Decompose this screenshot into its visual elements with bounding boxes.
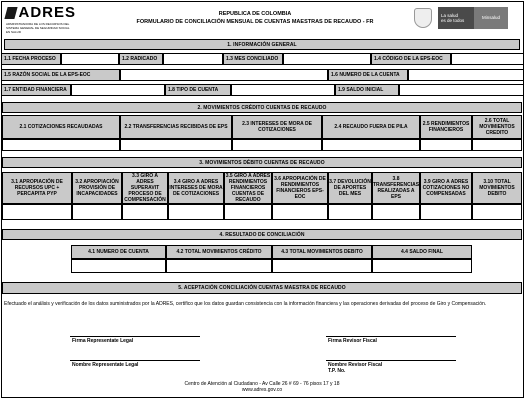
debit-col-3: 3.3 GIRO A ADRES SUPERAVIT PROCESO DE COMPENSACIÓN [122, 172, 168, 204]
salud-logo-box [438, 7, 474, 29]
section3-title: 3. MOVIMIENTOS DÉBITO CUENTAS DE RECAUDO [2, 157, 522, 168]
numero-cuenta-field[interactable] [408, 69, 524, 81]
credit-value-1[interactable] [2, 139, 120, 151]
credit-value-4[interactable] [322, 139, 420, 151]
debit-col-6: 3.6 APROPIACIÓN DE RENDIMIENTOS FINANCIEROS EPS-EOC [272, 172, 328, 204]
credit-col-4: 2.4 RECAUDO FUERA DE PILA [322, 115, 420, 139]
saldo-field[interactable] [399, 84, 524, 96]
result-value-3[interactable] [272, 259, 372, 273]
signature-line-legal [70, 336, 200, 337]
debit-col-5: 3.5 GIRO A ADRES RENDIMIENTOS FINANCIEROS CUENTAS DE RECAUDO [225, 173, 271, 203]
country-title: REPUBLICA DE COLOMBIA [218, 11, 292, 17]
tipo-label: 1.8 TIPO DE CUENTA [165, 84, 231, 96]
razon-label: 1.5 RAZÓN SOCIAL DE LA EPS-EOC [1, 69, 120, 81]
debit-value-7[interactable] [328, 204, 372, 220]
result-value-2[interactable] [166, 259, 272, 273]
brand-subtitle: ADMINISTRADORA DE LOS RECURSOS DEL SISTEMA GENERAL DE SEGURIDAD SOCIAL EN SALUD [6, 22, 70, 34]
credit-value-3[interactable] [232, 139, 322, 151]
logo-text-1: La salud [441, 12, 459, 18]
signature-line-fiscal [326, 336, 456, 337]
saldo-label: 1.9 SALDO INICIAL [335, 84, 399, 96]
name-legal-label: Nombre Representate Legal [72, 362, 139, 368]
credit-value-6[interactable] [472, 139, 522, 151]
result-col-4: 4.4 SALDO FINAL [372, 245, 472, 259]
debit-value-4[interactable] [168, 204, 224, 220]
section4-title: 4. RESULTADO DE CONCILIACIÓN [2, 229, 522, 240]
debit-col-10: 3.10 TOTAL MOVIMIENTOS DEBITO [472, 172, 522, 204]
credit-col-3: 2.3 INTERESES DE MORA DE COTIZACIONES [232, 115, 322, 139]
acceptance-statement: Efectuado el análisis y verificación de los datos suministrados por la ADRES, certifico que los datos guardan consistencia con la información financiera y las operaciones derivadas del proceso de Giro y Compensación. [4, 301, 487, 307]
debit-col-1: 3.1 APROPIACIÓN DE RECURSOS UPC + PERCAPITA PYP [2, 172, 72, 204]
credit-value-2[interactable] [120, 139, 232, 151]
logo-text-3: Minsalud [481, 15, 500, 20]
fecha-label: 1.1 FECHA PROCESO [1, 53, 61, 65]
radicado-field[interactable] [163, 53, 223, 65]
header-titles [100, 6, 410, 30]
form-title: FORMULARIO DE CONCILIACIÓN MENSUAL DE CUENTAS MAESTRAS DE RECAUDO - FR [136, 19, 374, 25]
debit-col-9: 3.9 GIRO A ADRES COTIZACIONES NO COMPENSADAS [420, 172, 472, 204]
tp-label: T.P. No. [328, 368, 346, 374]
credit-col-1: 2.1 COTIZACIONES RECAUDADAS [2, 115, 120, 139]
footer [2, 381, 522, 393]
credit-value-5[interactable] [420, 139, 472, 151]
debit-value-10[interactable] [472, 204, 522, 220]
result-col-3: 4.3 TOTAL MOVIMIENTOS DEBITO [272, 245, 372, 259]
numero-cuenta-label: 1.6 NUMERO DE LA CUENTA [328, 69, 408, 81]
adres-logo-mark-icon [4, 7, 18, 19]
result-col-1: 4.1 NUMERO DE CUENTA [71, 245, 166, 259]
debit-value-8[interactable] [372, 204, 420, 220]
gov-logo [414, 5, 518, 30]
credit-col-5: 2.5 RENDIMIENTOS FINANCIEROS [420, 115, 472, 139]
name-fiscal-label: Nombre Revisor Fiscal [328, 362, 383, 368]
result-value-1[interactable] [71, 259, 166, 273]
debit-col-8: 3.8 TRANSFERENCIAS REALIZADAS A EPS [372, 172, 420, 204]
result-col-2: 4.2 TOTAL MOVIMIENTOS CRÉDITO [166, 245, 272, 259]
adres-logo [6, 4, 76, 34]
mes-label: 1.3 MES CONCILIADO [223, 53, 283, 65]
debit-value-1[interactable] [2, 204, 72, 220]
debit-value-9[interactable] [420, 204, 472, 220]
debit-value-3[interactable] [122, 204, 168, 220]
credit-col-2: 2.2 TRANSFERENCIAS RECIBIDAS DE EPS [120, 115, 232, 139]
result-value-4[interactable] [372, 259, 472, 273]
footer-address: Centro de Atención al Ciudadano - Av Calle 26 # 69 - 76 pisos 17 y 18 [184, 381, 340, 387]
section2-title: 2. MOVIMIENTOS CRÉDITO CUENTAS DE RECAUDO [2, 102, 522, 113]
debit-col-7: 3.7 DEVOLUCIÓN DE APORTES DEL MES [328, 172, 372, 204]
name-line-legal [70, 360, 200, 361]
debit-value-2[interactable] [72, 204, 122, 220]
debit-col-2: 3.2 APROPIACIÓN PROVISIÓN DE INCAPACIDADES [72, 172, 122, 204]
debit-col-4: 3.4 GIRO A ADRES INTERESES DE MORA DE COTIZACIONES [168, 172, 224, 204]
tipo-field[interactable] [231, 84, 335, 96]
section1-title: 1. INFORMACIÓN GENERAL [4, 39, 520, 50]
coat-of-arms-icon [414, 8, 432, 28]
radicado-label: 1.2 RADICADO [119, 53, 163, 65]
section5-title: 5. ACEPTACIÓN CONCILIACIÓN CUENTAS MAESTRA DE RECAUDO [2, 282, 522, 294]
codigo-label: 1.4 CÓDIGO DE LA EPS-EOC [371, 53, 451, 65]
debit-value-6[interactable] [272, 204, 328, 220]
minsalud-box [474, 7, 508, 29]
signature-fiscal-label: Firma Revisor Fiscal [328, 338, 377, 344]
debit-value-5[interactable] [224, 204, 272, 220]
mes-field[interactable] [283, 53, 371, 65]
entidad-field[interactable] [71, 84, 165, 96]
credit-col-6: 2.6 TOTAL MOVIMIENTOS CREDITO [472, 115, 522, 139]
razon-field[interactable] [120, 69, 328, 81]
footer-website[interactable]: www.adres.gov.co [241, 387, 283, 393]
logo-text-2: es de todos [441, 17, 465, 23]
name-line-fiscal [326, 360, 456, 361]
codigo-field[interactable] [451, 53, 524, 65]
fecha-field[interactable] [61, 53, 119, 65]
entidad-label: 1.7 ENTIDAD FINANCIERA [1, 84, 71, 96]
signature-legal-label: Firma Representate Legal [72, 338, 134, 344]
brand-name: ADRES [18, 4, 76, 21]
